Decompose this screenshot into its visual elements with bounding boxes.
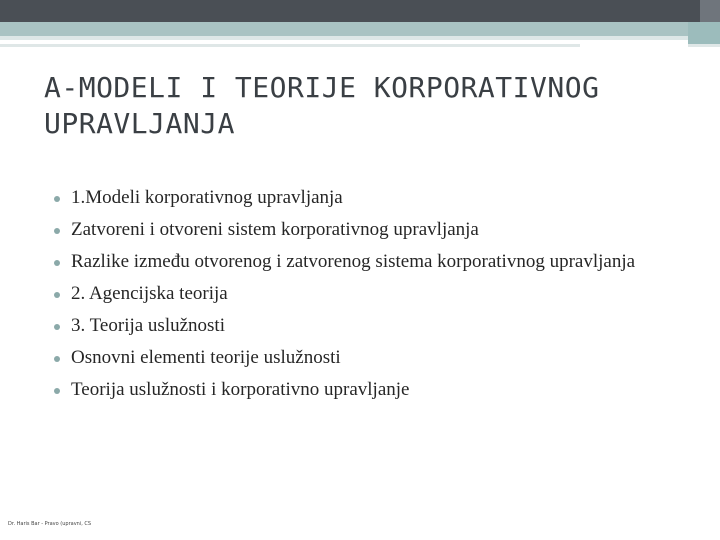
bullet-item [54, 378, 694, 402]
bullet-dot-icon [54, 356, 60, 362]
bullet-item [54, 218, 694, 242]
bullet-dot-icon [54, 324, 60, 330]
bullet-dot-icon [54, 260, 60, 266]
top-band-teal [0, 22, 688, 36]
bullet-item [54, 346, 694, 370]
top-band-dark [0, 0, 700, 22]
bullet-text: Teorija uslužnosti i korporativno upravljanje [71, 379, 410, 400]
bullet-list [54, 186, 694, 410]
bullet-dot-icon [54, 196, 60, 202]
top-divider-line-accent [688, 44, 720, 47]
top-band-light [0, 36, 688, 40]
bullet-text: 2. Agencijska teorija [71, 283, 228, 304]
slide-footer: Dr. Haris Bar - Pravo (upravni, CS [8, 521, 92, 527]
bullet-item [54, 282, 694, 306]
bullet-text: Razlike između otvorenog i zatvorenog sistema korporativnog upravljanja [71, 251, 636, 272]
bullet-text: 3. Teorija uslužnosti [71, 315, 225, 336]
bullet-dot-icon [54, 388, 60, 394]
bullet-item [54, 186, 694, 210]
bullet-item [54, 314, 694, 338]
bullet-text: Osnovni elementi teorije uslužnosti [71, 347, 341, 368]
bullet-text: Zatvoreni i otvoreni sistem korporativnog upravljanja [71, 219, 479, 240]
top-band-teal-accent [688, 22, 720, 44]
top-band-dark-accent [700, 0, 720, 22]
bullet-dot-icon [54, 228, 60, 234]
slide-title: A-MODELI I TEORIJE KORPORATIVNOG UPRAVLJANJA [44, 71, 600, 140]
bullet-item [54, 250, 694, 274]
bullet-text: 1.Modeli korporativnog upravljanja [71, 187, 343, 208]
bullet-dot-icon [54, 292, 60, 298]
top-divider-line [0, 44, 580, 47]
